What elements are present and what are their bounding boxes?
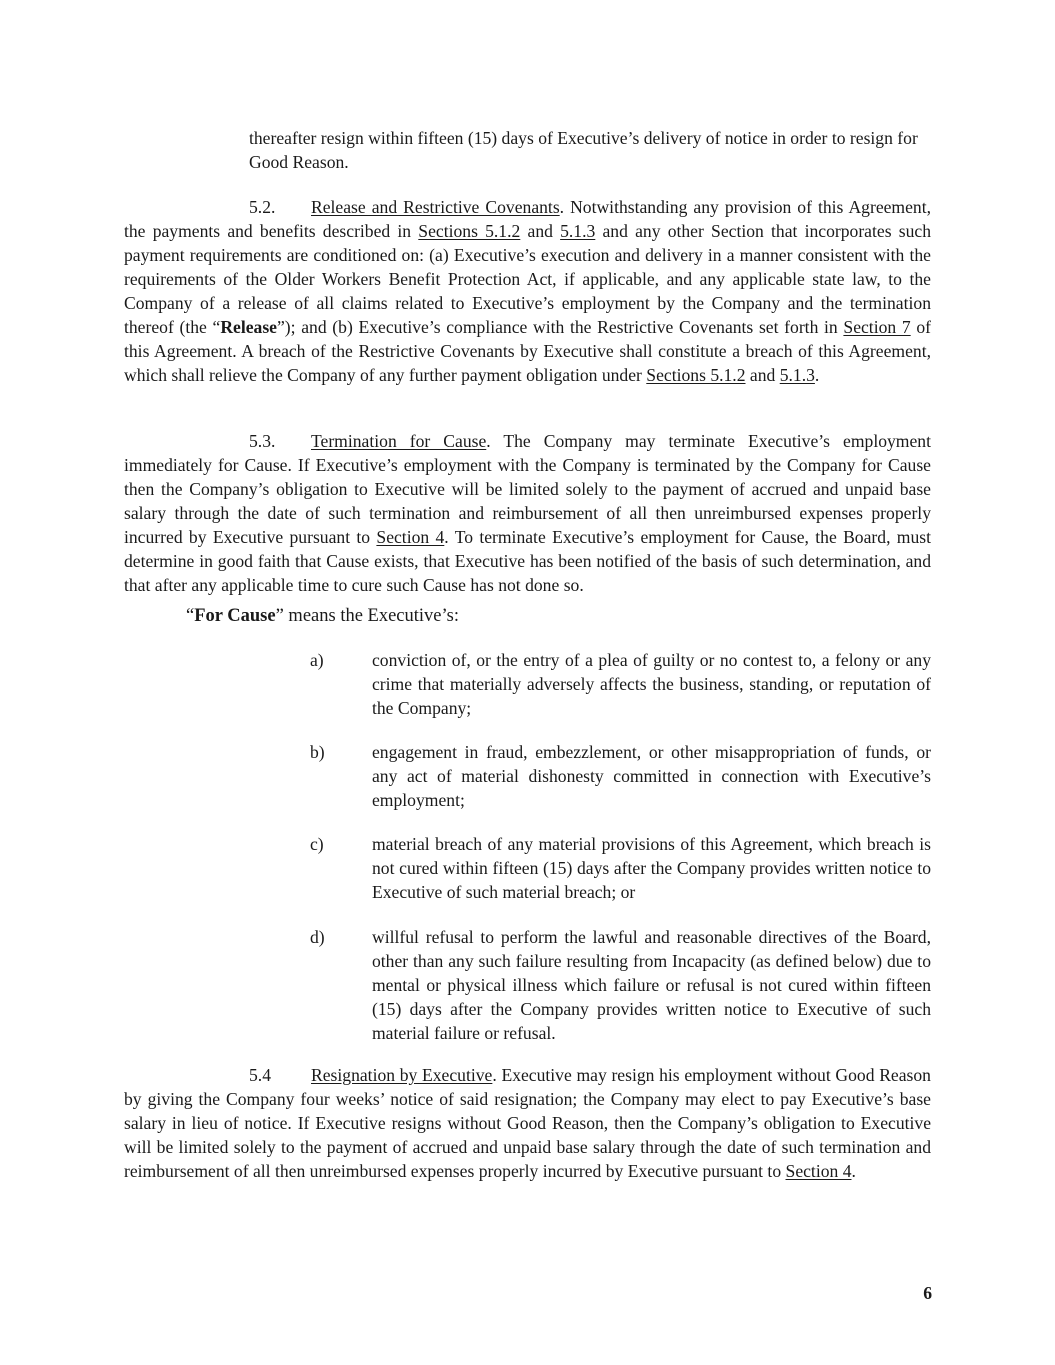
section-5-2-text-7: . — [814, 365, 820, 385]
section-5-2-text-2: and — [520, 221, 561, 241]
for-cause-definition — [186, 604, 931, 628]
section-5-3-text-2: . To terminate Executive’s employment for Cause, the Board, must determine in good faith that Cause exists, that Executive has been notified of the basis of such determination, and that after any applicable time to cure such Cause has not done so. — [124, 527, 931, 595]
section-5-3-title: Termination for Cause — [311, 431, 487, 451]
list-label-c: c) — [310, 834, 324, 854]
section-5-4-number: 5.4 — [249, 1065, 271, 1085]
list-text-b: engagement in fraud, embezzlement, or other misappropriation of funds, or any act of material dishonesty committed in connection with Executive’s employment; — [372, 742, 931, 810]
section-ref-4-second[interactable]: Section 4 — [785, 1161, 852, 1181]
section-ref-5-1-2[interactable]: Sections 5.1.2 — [418, 221, 521, 241]
section-5-2-text-4: ”); and (b) Executive’s compliance with the Restrictive Covenants set forth in — [277, 317, 844, 337]
open-quote: “ — [186, 606, 195, 626]
list-text-d: willful refusal to perform the lawful and reasonable directives of the Board, other than any such failure resulting from Incapacity (as defined below) due to mental or physical illness which failure or refusal is not cured within fifteen (15) days after the Company provides written notice to Executive of such material failure or refusal. — [372, 927, 931, 1043]
list-text-a: conviction of, or the entry of a plea of guilty or no contest to, a felony or any crime that materially adversely affects the business, standing, or reputation of the Company; — [372, 650, 931, 718]
list-label-b: b) — [310, 742, 325, 762]
section-5-4-title: Resignation by Executive — [311, 1065, 493, 1085]
continuation-paragraph — [249, 126, 931, 174]
section-5-3-text-1: . The Company may terminate Executive’s employment immediately for Cause. If Executive’s employment with the Company is terminated by the Company for Cause then the Company’s obligation to Executive will be limited solely to the payment of accrued and unpaid base salary through the date of such termination and reimbursement of all then unreimbursed expenses properly incurred by Executive pursuant to — [124, 431, 931, 547]
list-text-c: material breach of any material provisions of this Agreement, which breach is not cured within fifteen (15) days after the Company provides written notice to Executive of such material breach; or — [372, 834, 931, 902]
list-label-a: a) — [310, 650, 324, 670]
for-cause-rest: ” means the Executive’s: — [275, 606, 459, 626]
for-cause-term: For Cause — [194, 606, 276, 626]
section-5-4-paragraph — [124, 1063, 931, 1183]
section-ref-4[interactable]: Section 4 — [376, 527, 445, 547]
section-5-2-title: Release and Restrictive Covenants — [311, 197, 560, 217]
section-5-2-text-6: and — [745, 365, 780, 385]
list-item-a — [310, 648, 931, 720]
section-5-3-paragraph — [124, 429, 931, 597]
section-5-3-number: 5.3. — [249, 431, 276, 451]
section-ref-5-1-3-second[interactable]: 5.1.3 — [779, 365, 815, 385]
section-ref-5-1-2-second[interactable]: Sections 5.1.2 — [646, 365, 746, 385]
section-ref-7[interactable]: Section 7 — [843, 317, 911, 337]
list-item-b — [310, 740, 931, 812]
page-number: 6 — [923, 1283, 932, 1303]
section-5-4-text-2: . — [851, 1161, 856, 1181]
section-5-2-text-5: of this Agreement. A breach of the Restrictive Covenants by Executive shall constitute a breach of this Agreement, which shall relieve the Company of any further payment obligation under — [124, 317, 931, 385]
section-5-4-text-1: . Executive may resign his employment without Good Reason by giving the Company four weeks’ notice of said resignation; the Company may elect to pay Executive’s base salary in lieu of notice. If Executive resigns without Good Reason, then the Company’s obligation to Executive will be limited solely to the payment of accrued and unpaid base salary through the date of such termination and reimbursement of all then unreimbursed expenses properly incurred by Executive pursuant to — [124, 1065, 931, 1181]
release-term: Release — [220, 317, 277, 337]
list-item-c — [310, 832, 931, 904]
section-5-2-paragraph — [124, 195, 931, 387]
continuation-text: thereafter resign within fifteen (15) days of Executive’s delivery of notice in order to resign for Good Reason. — [249, 128, 918, 172]
list-item-d — [310, 925, 931, 1045]
section-ref-5-1-3[interactable]: 5.1.3 — [560, 221, 596, 241]
section-5-2-number: 5.2. — [249, 197, 276, 217]
section-5-2-text-3: and any other Section that incorporates such payment requirements are conditioned on: (a) Executive’s execution and delivery in a manner consistent with the requirements of the Older Workers Benefit Protection Act, if applicable, and any applicable state law, to the Company of a release of all claims related to Executive’s employment by the Company and the termination thereof (the “ — [124, 221, 931, 337]
list-label-d: d) — [310, 927, 325, 947]
section-5-2-text-1: . Notwithstanding any provision of this Agreement, the payments and benefits described in — [124, 197, 932, 241]
